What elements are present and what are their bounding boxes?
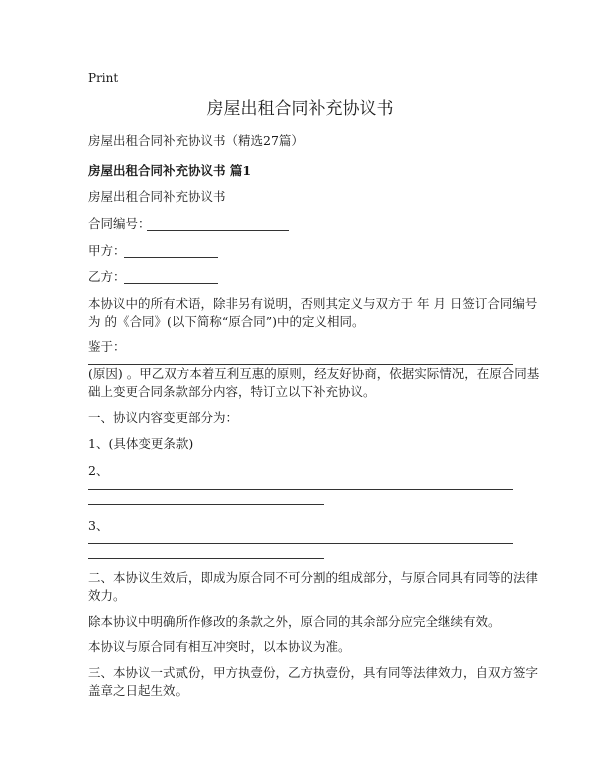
- party-a-label: 甲方：: [88, 243, 126, 258]
- print-label[interactable]: Print: [88, 71, 119, 85]
- reason-line-2: 础上变更合同条款部分内容，特订立以下补充协议。: [88, 384, 376, 399]
- clause-2-remainder: 除本协议中明确所作修改的条款之外，原合同的其余部分应完全继续有效。: [88, 614, 501, 629]
- contract-no-blank: [147, 230, 289, 231]
- doc-name-line: 房屋出租合同补充协议书: [88, 189, 226, 204]
- clause-3-line-1: 三、本协议一式贰份，甲方执壹份，乙方执壹份，具有同等法律效力，自双方签字: [88, 665, 539, 680]
- change-item-3: 3、: [88, 518, 109, 533]
- clause-1-heading: 一、协议内容变更部分为：: [88, 410, 239, 425]
- whereas-blank: [88, 364, 513, 365]
- whereas-label: 鉴于：: [88, 339, 126, 354]
- item-2-blank-1: [88, 489, 513, 490]
- item-2-blank-2: [88, 504, 324, 505]
- intro-line: 房屋出租合同补充协议书（精选27篇）: [88, 133, 304, 148]
- clause-2-line-2: 效力。: [88, 588, 126, 603]
- definition-line-2: 为 的《合同》(以下简称“原合同”)中的定义相同。: [88, 314, 365, 329]
- section-heading: 房屋出租合同补充协议书 篇1: [88, 163, 252, 178]
- reason-line-1: (原因) 。甲乙双方本着互利互惠的原则，经友好协商，依据实际情况，在原合同基: [88, 366, 540, 381]
- clause-2-line-1: 二、本协议生效后，即成为原合同不可分割的组成部分，与原合同具有同等的法律: [88, 570, 539, 585]
- clause-3-line-2: 盖章之日起生效。: [88, 683, 189, 698]
- contract-no-label: 合同编号：: [88, 216, 151, 231]
- change-item-1: 1、(具体变更条款): [88, 436, 194, 451]
- clause-2-precedence: 本协议与原合同有相互冲突时，以本协议为准。: [88, 639, 351, 654]
- item-3-blank-1: [88, 543, 513, 544]
- item-3-blank-2: [88, 558, 324, 559]
- change-item-2: 2、: [88, 463, 109, 478]
- party-b-label: 乙方：: [88, 269, 126, 284]
- party-b-blank: [124, 283, 218, 284]
- definition-line-1: 本协议中的所有术语，除非另有说明，否则其定义与双方于 年 月 日签订合同编号: [88, 296, 538, 311]
- document-title: 房屋出租合同补充协议书: [206, 99, 394, 119]
- party-a-blank: [124, 257, 218, 258]
